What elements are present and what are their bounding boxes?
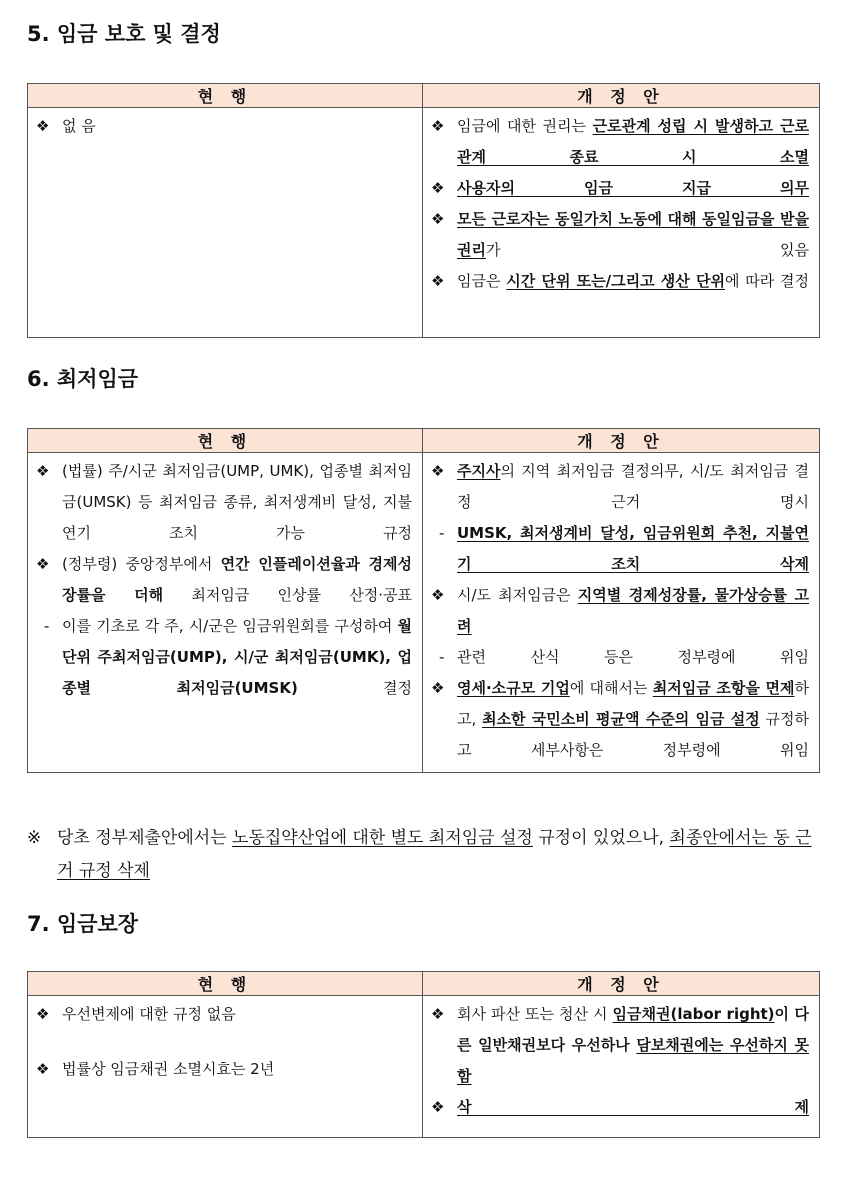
text-run: 삭 제	[457, 1098, 809, 1116]
header-revised: 개 정 안	[423, 972, 820, 996]
text-run: 최저임금 조항을 면제	[652, 679, 795, 697]
text-run: 규정하고 세부사항은 정부령에 위임	[457, 710, 809, 759]
item-text	[62, 1060, 274, 1078]
text-run: 법률상 임금채권 소멸시효는 2년	[62, 1060, 275, 1078]
text-run: 주지사	[457, 462, 501, 480]
bullet-item	[36, 549, 412, 611]
revised-cell	[423, 996, 820, 1138]
item-text	[62, 462, 412, 542]
text-run: 우선변제에 대한 규정 없음	[62, 1005, 236, 1023]
diamond-bullet-icon: ❖	[431, 272, 445, 290]
header-revised: 개 정 안	[423, 84, 820, 108]
diamond-bullet-icon: ❖	[431, 586, 445, 604]
bullet-item	[36, 999, 412, 1030]
dash-marker: -	[439, 648, 445, 666]
diamond-bullet-icon: ❖	[36, 462, 50, 480]
text-run: 이 다른 일반채권보다 우선하나	[457, 1005, 809, 1054]
item-text	[62, 117, 96, 135]
bullet-item	[431, 1092, 809, 1123]
bullet-item	[431, 204, 809, 266]
section-6-table	[27, 428, 820, 773]
item-text	[457, 679, 809, 759]
text-run: 담보채권에는 우선하지 못함	[457, 1036, 810, 1085]
item-text	[457, 210, 809, 259]
diamond-bullet-icon: ❖	[431, 210, 445, 228]
dash-item	[36, 611, 412, 704]
text-run: 최종안에서는 동 근거 규정 삭제	[57, 828, 812, 881]
item-text	[457, 586, 809, 635]
bullet-item	[36, 111, 412, 142]
header-current: 현 행	[28, 429, 423, 453]
diamond-bullet-icon: ❖	[36, 555, 50, 573]
bullet-item	[431, 456, 809, 518]
bullet-item	[431, 999, 809, 1092]
text-run: 이를 기초로 각 주, 시/군은 임금위원회를 구성하여	[62, 617, 398, 635]
item-text	[62, 617, 412, 697]
header-current: 현 행	[28, 972, 423, 996]
item-text	[457, 462, 809, 511]
note-mark: ※	[27, 828, 42, 848]
text-run: 관련 산식 등은 정부령에 위임	[457, 648, 809, 666]
text-run: 근로관계 성립 시 발생하고 근로관계 종료 시 소멸	[457, 117, 809, 166]
current-cell	[28, 996, 423, 1138]
diamond-bullet-icon: ❖	[431, 1098, 445, 1116]
dash-item	[431, 518, 809, 580]
text-run: (법률) 주/시군 최저임금(UMP, UMK), 업종별 최저임금(UMSK) 등 최저임금 종류, 최저생계비 달성, 지불연기 조치 가능 규정	[62, 462, 412, 542]
diamond-bullet-icon: ❖	[431, 179, 445, 197]
dash-item	[431, 642, 809, 673]
text-run: 최저임금 인상률 산정·공표	[163, 586, 412, 604]
text-run: 사용자의 임금 지급 의무	[457, 179, 809, 197]
dash-marker: -	[44, 617, 50, 635]
text-run: 결정	[297, 679, 412, 697]
section-6-title: 6. 최저임금	[27, 367, 139, 391]
item-text	[457, 117, 809, 166]
bullet-item	[36, 456, 412, 549]
diamond-bullet-icon: ❖	[431, 1005, 445, 1023]
text-run: 당초 정부제출안에서는	[57, 828, 233, 848]
item-text	[457, 272, 809, 290]
footnote	[27, 822, 820, 888]
revised-cell	[423, 453, 820, 773]
item-text	[457, 1005, 809, 1085]
text-run: 노동집약산업에 대한 별도 최저임금 설정	[232, 828, 533, 848]
diamond-bullet-icon: ❖	[431, 679, 445, 697]
text-run: 에 따라 결정	[725, 272, 809, 290]
text-run: 규정이 있었으나,	[532, 828, 670, 848]
bullet-item	[431, 266, 809, 297]
item-text	[62, 555, 412, 604]
text-run: 임금에 대한 권리는	[457, 117, 593, 135]
text-run: 시간 단위 또는/그리고 생산 단위	[506, 272, 725, 290]
text-run: 없 음	[62, 117, 96, 135]
text-run: (정부령) 중앙정부에서	[62, 555, 221, 573]
section-7-table	[27, 971, 820, 1138]
diamond-bullet-icon: ❖	[431, 117, 445, 135]
revised-cell	[423, 108, 820, 338]
current-cell	[28, 108, 423, 338]
text-run: 하고,	[457, 679, 809, 728]
current-cell	[28, 453, 423, 773]
section-5-table	[27, 83, 820, 338]
text-run: 월단위 주최저임금(UMP), 시/군 최저임금(UMK), 업종별 최저임금(UMSK)	[62, 617, 412, 697]
text-run: 의 지역 최저임금 결정의무, 시/도 최저임금 결정 근거 명시	[457, 462, 809, 511]
text-run: 임금은	[457, 272, 507, 290]
diamond-bullet-icon: ❖	[431, 462, 445, 480]
section-7-title: 7. 임금보장	[27, 912, 139, 936]
section-5-title: 5. 임금 보호 및 결정	[27, 22, 221, 46]
dash-marker: -	[439, 524, 445, 542]
header-revised: 개 정 안	[423, 429, 820, 453]
text-run: 최소한 국민소비 평균액 수준의 임금 설정	[482, 710, 760, 728]
note-body	[27, 822, 820, 888]
bullet-item	[431, 111, 809, 173]
bullet-item	[431, 673, 809, 766]
spacer	[36, 1030, 412, 1054]
diamond-bullet-icon: ❖	[36, 1060, 50, 1078]
bullet-item	[36, 1054, 412, 1085]
text-run: UMSK, 최저생계비 달성, 임금위원회 추천, 지불연기 조치 삭제	[457, 524, 809, 573]
bullet-item	[431, 580, 809, 642]
header-current: 현 행	[28, 84, 423, 108]
item-text	[62, 1005, 236, 1023]
item-text	[457, 179, 809, 197]
text-run: 에 대해서는	[569, 679, 653, 697]
text-run: 임금채권(labor right)	[612, 1005, 775, 1023]
text-run: 시/도 최저임금은	[457, 586, 578, 604]
text-run: 회사 파산 또는 청산 시	[457, 1005, 613, 1023]
text-run: 연간 인플레이션율과 경제성장률을 더해	[62, 555, 413, 604]
item-text	[457, 524, 809, 573]
bullet-item	[431, 173, 809, 204]
text-run: 영세·소규모 기업	[457, 679, 570, 697]
item-text	[457, 1098, 809, 1116]
text-run: 지역별 경제성장률, 물가상승률 고려	[457, 586, 809, 635]
diamond-bullet-icon: ❖	[36, 1005, 50, 1023]
item-text	[457, 648, 809, 666]
text-run: 모든 근로자는 동일가치 노동에 대해 동일임금을 받을 권리	[457, 210, 809, 259]
text-run: 가 있음	[485, 241, 809, 259]
diamond-bullet-icon: ❖	[36, 117, 50, 135]
